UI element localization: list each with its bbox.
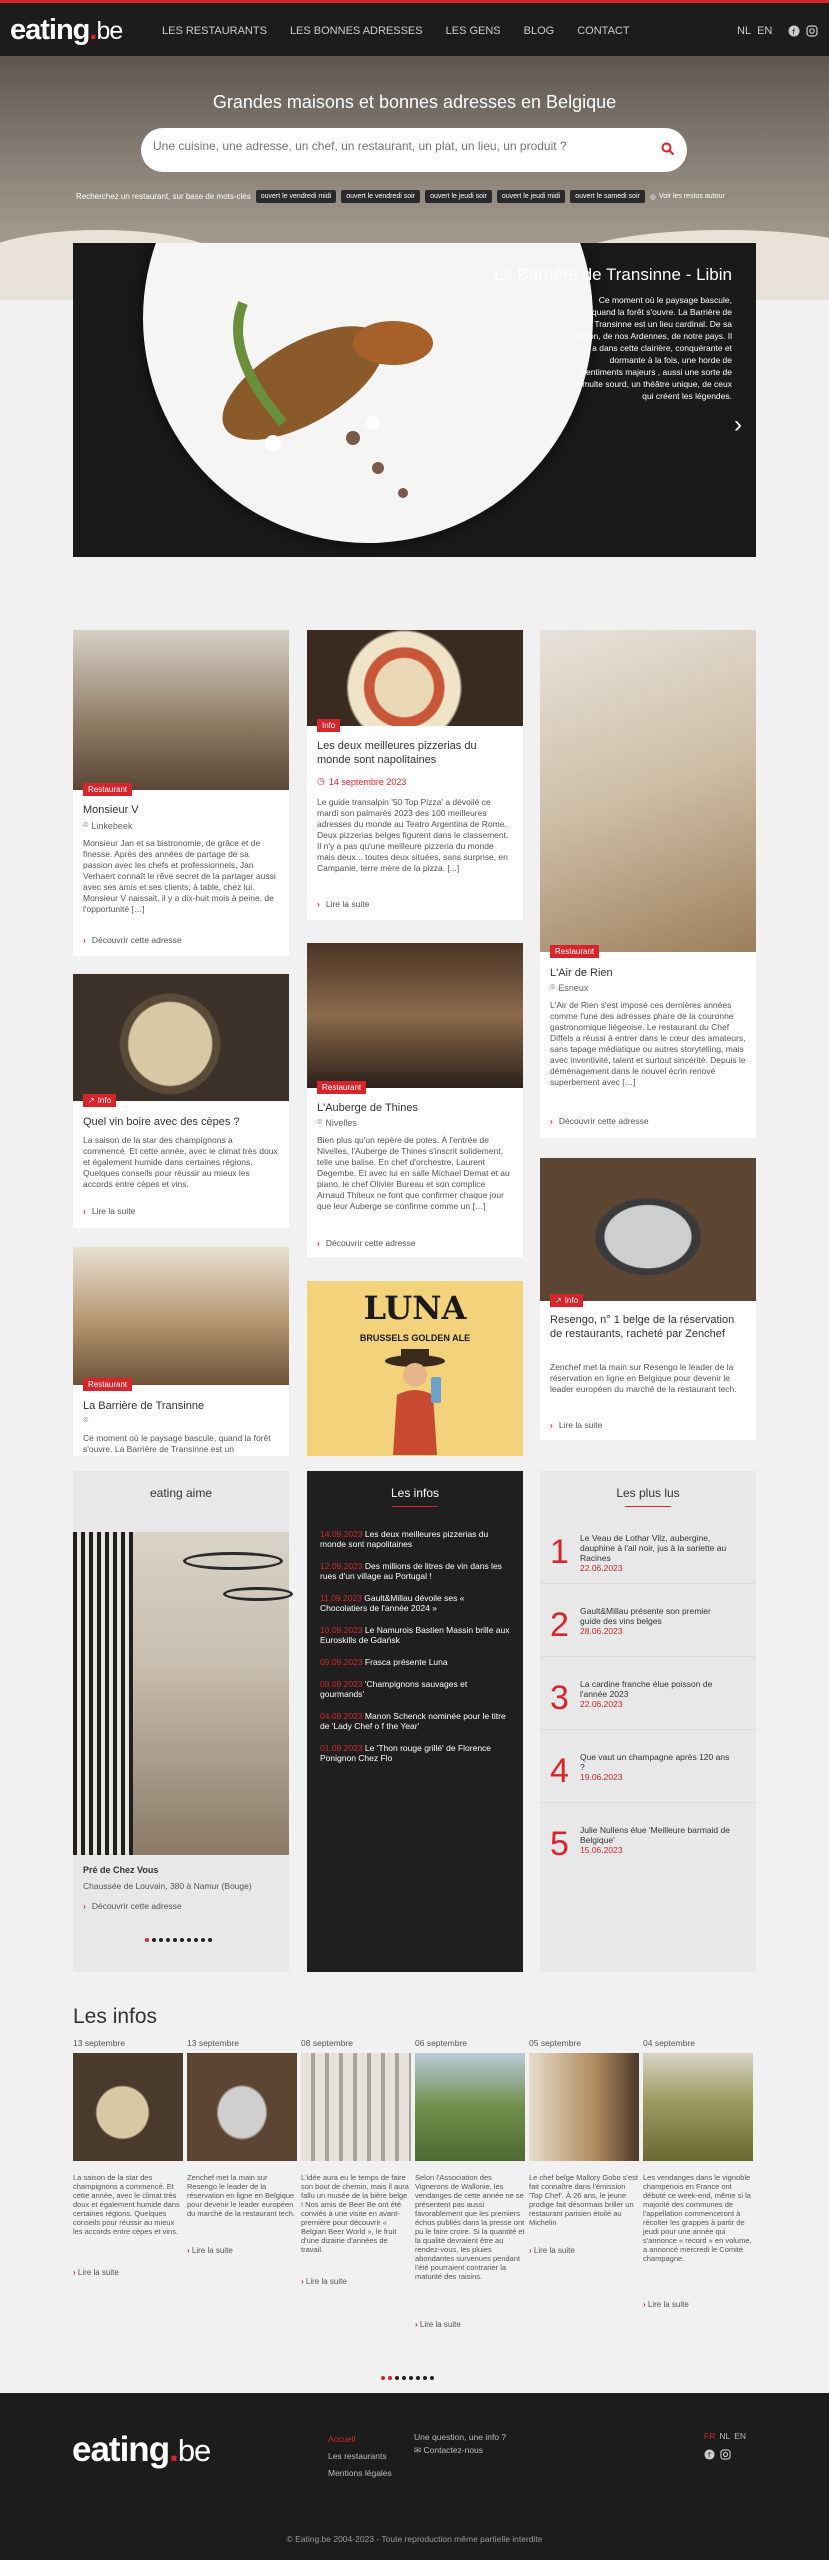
contact-link[interactable] (414, 2444, 506, 2457)
discover-link[interactable] (317, 1238, 416, 1248)
info-title: 'Champignons sauvages et gourmands' (320, 1679, 468, 1699)
footer-social (704, 2449, 731, 2460)
nav-bonnes-adresses[interactable]: LES BONNES ADRESSES (289, 25, 423, 37)
article-image (73, 974, 289, 1101)
hero-title: Grandes maisons et bonnes adresses en Belgique (212, 92, 617, 112)
carousel-dot[interactable] (416, 2376, 420, 2380)
read-more-link[interactable] (73, 2268, 119, 2277)
news-excerpt: Zenchef met la main sur Resengo le leader de la réservation en ligne en Belgique pour devenir le leader européen du marché de la restaurant tech. (187, 2173, 295, 2218)
nav-restaurants[interactable]: LES RESTAURANTS (162, 25, 267, 37)
social-links (788, 25, 818, 37)
most-read-item[interactable] (540, 1742, 756, 1803)
read-more-link[interactable] (301, 2277, 347, 2286)
carousel-dot[interactable] (166, 1938, 170, 1942)
filter-chip[interactable]: ouvert le jeudi midi (497, 190, 565, 203)
near-me-label: Voir les restos autour (658, 193, 725, 200)
carousel-dot[interactable] (395, 2376, 399, 2380)
article-image (540, 1158, 756, 1301)
info-item[interactable] (320, 1529, 510, 1549)
location-pin-icon: ⌾ (83, 820, 89, 830)
panel-title: eating aime (149, 1486, 213, 1500)
rank-title: Julie Nullens élue 'Meilleure barmaid de Belgique' (580, 1825, 730, 1845)
nav-blog[interactable]: BLOG (523, 25, 555, 37)
external-link-icon: ↗ (88, 1096, 95, 1105)
carousel-dot[interactable] (145, 1938, 149, 1942)
news-image (529, 2053, 639, 2161)
main-nav (162, 25, 630, 37)
rank-title: Que vaut un champagne après 120 ans ? (580, 1752, 730, 1772)
restaurant-image (73, 630, 289, 790)
read-more-label: Lire la suite (419, 2320, 461, 2329)
lang-fr[interactable]: FR (704, 2431, 716, 2441)
footer-logo[interactable]: eating.be (72, 2430, 211, 2469)
carousel-dot[interactable] (402, 2376, 406, 2380)
info-title: Les deux meilleures pizzerias du monde sont napolitaines (320, 1529, 489, 1549)
rank-title: Le Veau de Lothar Vilz, aubergine, dauphine à l'ail noir, jus à la sariette au Racines (580, 1533, 727, 1563)
news-date: 13 septembre (187, 2038, 239, 2048)
chevron-right-icon: › (550, 1420, 553, 1430)
location-icon: ◎ (649, 193, 656, 201)
carousel-dot[interactable] (201, 1938, 205, 1942)
luna-ad[interactable] (307, 1281, 523, 1456)
card-excerpt: Zenchef met la main sur Resengo le leader de la réservation en ligne en Belgique pour devenir le leader européen du marché de la restaurant tech. (550, 1362, 737, 1394)
card-title: L'Air de Rien (550, 967, 613, 979)
card-monsieur-v[interactable] (73, 630, 289, 956)
svg-text:f: f (792, 27, 796, 37)
title-underline (625, 1506, 671, 1507)
news-date: 04 septembre (643, 2038, 695, 2048)
info-title: Gault&Millau dévoile ses « Chocolatiers de l'année 2024 » (320, 1593, 465, 1613)
chevron-right-icon: › (187, 2246, 190, 2255)
tag-label: Info (97, 1096, 112, 1105)
news-excerpt: Les vendanges dans le vignoble champenois en France ont débuté ce week-end, même si la majorité des communes de l'appellation commenceront à récolter les grappes à partir de jeudi pour une année qui s'annonce « record » en volume, a annoncé mercredi le Comité champagne. (643, 2173, 752, 2263)
read-more-link[interactable] (550, 1420, 602, 1430)
featured-slide[interactable] (73, 243, 756, 557)
location-label: Linkebeek (91, 820, 133, 831)
news-image (187, 2053, 297, 2161)
nav-gens[interactable]: LES GENS (445, 25, 501, 37)
card-title: L'Auberge de Thines (317, 1102, 418, 1114)
most-read-item[interactable] (540, 1815, 756, 1876)
info-item[interactable] (320, 1561, 510, 1581)
rank-number: 1 (550, 1533, 569, 1571)
category-tag: Info (317, 719, 340, 732)
search-filters (76, 190, 725, 203)
discover-link[interactable] (550, 1116, 649, 1126)
info-title: Le Namurois Bastien Massin brille aux Euroskills de Gdańsk (320, 1625, 510, 1645)
news-date: 13 septembre (73, 2038, 125, 2048)
read-more-link[interactable] (415, 2320, 461, 2329)
carousel-dots (145, 1938, 212, 1942)
card-title: Les deux meilleures pizzerias du monde sont napolitaines (317, 740, 477, 766)
language-switcher (737, 25, 772, 37)
card-excerpt: Bien plus qu'un repère de potes. À l'entrée de Nivelles, l'Auberge de Thines s'inscrit solidement, telle une balise. En chef d'orchestre, Laurent Degembe. Et avec lui en salle Michael Demat et au piano, le chef Olivier Bureau et son complice Arnaud Thiteux ne font que confirmer chaque jour que leur Auberge se confirme comme un […] (317, 1135, 510, 1211)
filter-chip[interactable]: ouvert le jeudi soir (425, 190, 492, 203)
carousel-dot[interactable] (173, 1938, 177, 1942)
rank-number: 5 (550, 1825, 569, 1863)
news-image (643, 2053, 753, 2161)
info-date: 12.09.2023 (320, 1561, 363, 1571)
card-vin-cepes[interactable] (73, 974, 289, 1228)
card-title: Resengo, n° 1 belge de la réservation de restaurants, racheté par Zenchef (550, 1314, 735, 1340)
infos-list (320, 1529, 510, 1775)
news-section-title: Les infos (73, 2005, 158, 2028)
location-label: Esneux (558, 982, 589, 993)
news-excerpt: L'idée aura eu le temps de faire son bout de chemin, mais il aura fallu un musée de la bière belge ! Nos amis de Beer Be ont été conviés à une visite en avant-première pour découvrir « Belgian Beer World », le fruit d'une dizaine d'années de travail. (301, 2173, 409, 2254)
info-title: Frasca présente Luna (364, 1657, 448, 1667)
info-title: Le 'Thon rouge grillé' de Florence Ponignon Chez Flo (320, 1743, 492, 1763)
luna-subtitle: BRUSSELS GOLDEN ALE (359, 1333, 471, 1343)
info-date: 14.09.2023 (320, 1529, 363, 1539)
filter-label: Recherchez un restaurant, sur base de mots-clés (76, 192, 251, 201)
carousel-dot[interactable] (194, 1938, 198, 1942)
read-more-label: Lire la suite (191, 2246, 233, 2255)
filter-chip[interactable]: ouvert le samedi soir (570, 190, 645, 203)
category-tag (83, 1094, 116, 1107)
read-more-link[interactable] (643, 2300, 689, 2309)
title-underline (392, 1506, 438, 1507)
restaurant-image (73, 1247, 289, 1385)
read-more-label: Lire la suite (91, 1206, 136, 1216)
chevron-right-icon: › (83, 1206, 86, 1216)
restaurant-image (307, 943, 523, 1088)
carousel-dot[interactable] (388, 2376, 392, 2380)
facebook-icon[interactable] (704, 2449, 715, 2460)
info-date: 10.09.2023 (320, 1625, 363, 1635)
aime-address: Chaussée de Louvain, 380 à Namur (Bouge) (83, 1881, 252, 1891)
luna-title: LUNA (363, 1289, 467, 1327)
card-location (317, 1117, 357, 1128)
category-tag: Restaurant (83, 1378, 132, 1391)
near-me-link[interactable] (650, 193, 725, 201)
news-carousel-dots (381, 2376, 434, 2380)
rank-date: 15.06.2023 (580, 1845, 623, 1855)
panel-title: Les plus lus (616, 1486, 680, 1500)
news-date: 06 septembre (415, 2038, 467, 2048)
restaurant-image (540, 630, 756, 952)
read-more-link[interactable] (317, 899, 369, 909)
top-navbar (0, 0, 829, 56)
discover-label: Découvrir cette adresse (91, 935, 182, 945)
read-more-label: Lire la suite (647, 2300, 689, 2309)
chevron-right-icon: › (550, 1116, 553, 1126)
news-item[interactable] (301, 2038, 411, 2286)
news-image (73, 2053, 183, 2161)
card-excerpt: L'Air de Rien s'est imposé ces dernières années comme l'une des adresses phare de la couronne gastronomique liégeoise. Le restaurant du Chef Diffels a réussi à entrer dans le cœur des amateurs, sans tapage médiatique ou autres storytelling, mais avec inventivité, talent et surtout sincérité. Depuis le déménagement dans le nouvel écrin renové superbement avec […] (550, 1000, 746, 1087)
most-read-panel (540, 1471, 756, 1972)
search-icon[interactable] (661, 142, 675, 156)
footer-link-home[interactable]: Accueil (328, 2434, 356, 2444)
facebook-icon[interactable] (788, 25, 800, 37)
card-title: Monsieur V (83, 804, 139, 816)
chevron-right-icon: › (415, 2320, 418, 2329)
chevron-right-icon[interactable]: › (734, 411, 742, 438)
most-read-item[interactable] (540, 1523, 756, 1584)
card-date (317, 776, 406, 787)
footer-link-restaurants[interactable]: Les restaurants (328, 2451, 387, 2461)
news-excerpt: Selon l'Association des Vignerons de Wallonie, les vendanges de cette année ne se présentent pas aussi favorablement que les premiers échos publiés dans la presse ont pu le faire croire. Si la quantité et la qualité devraient être au rendez-vous, les pluies abondantes survenues pendant l'été pourraient contrarier la maturité des raisins. (415, 2173, 525, 2281)
aime-image (73, 1532, 289, 1855)
featured-plate-image (143, 243, 593, 543)
card-excerpt: La saison de la star des champignons a commencé. Et cette année, avec le climat très doux et également humide dans certaines régions. Quelques conseils pour réussir au mieux les accords entre cèpes et vins. (83, 1135, 278, 1189)
carousel-dot[interactable] (187, 1938, 191, 1942)
copyright: © Eating.be 2004-2023 - Toute reproduction même partielle interdite (286, 2534, 543, 2544)
rank-number: 2 (550, 1606, 569, 1644)
mascot-illustration (377, 1347, 453, 1455)
news-excerpt: Le chef belge Mallory Gobo s'est fait connaître dans l'émission 'Top Chef'. À 26 ans, le jeune prodige fait désormais briller un restaurant parisien étoilé au Michelin (529, 2173, 638, 2227)
card-excerpt: Monsieur Jan et sa bistronomie, de grâce et de finesse. Après des années de partage de sa passion avec les chefs et professionnels, Jan Verhaert connaît le rêve secret de la partager aussi avec ses amis et ses clients, à table, chez lui. Monsieur V naissait, il y a dix-huit mois à peine, de l'opportunité […] (83, 838, 276, 914)
clock-icon: ◷ (317, 776, 325, 786)
read-more-link[interactable] (529, 2246, 575, 2255)
lang-nl[interactable]: NL (737, 25, 752, 37)
news-image (301, 2053, 411, 2161)
chevron-right-icon: › (529, 2246, 532, 2255)
article-image (307, 630, 523, 726)
footer-link-legal[interactable]: Mentions légales (328, 2468, 392, 2478)
chevron-right-icon: › (643, 2300, 646, 2309)
aime-name: Pré de Chez Vous (83, 1865, 159, 1875)
rank-date: 28.06.2023 (580, 1626, 623, 1636)
card-auberge-thines[interactable] (307, 943, 523, 1257)
info-item[interactable] (320, 1743, 510, 1763)
rank-date: 19.06.2023 (580, 1772, 623, 1782)
filter-chip[interactable]: ouvert le vendredi soir (341, 190, 420, 203)
card-location (550, 982, 588, 993)
chevron-right-icon: › (83, 935, 86, 945)
panel-title: Les infos (390, 1486, 440, 1500)
news-excerpt: La saison de la star des champignons a commencé. Et cette année, avec le climat très doux et également humide dans certaines régions. Quelques conseils pour réussir au mieux les accords entre cèpes et vins. (73, 2173, 180, 2236)
chevron-right-icon: › (317, 1238, 320, 1248)
card-title: Quel vin boire avec des cèpes ? (83, 1116, 240, 1128)
news-image (415, 2053, 525, 2161)
card-resengo[interactable] (540, 1158, 756, 1440)
carousel-dot[interactable] (381, 2376, 385, 2380)
read-more-label: Lire la suite (77, 2268, 119, 2277)
news-date: 08 septembre (301, 2038, 353, 2048)
read-more-label: Lire la suite (325, 899, 370, 909)
news-item[interactable] (415, 2038, 525, 2329)
info-date: 08.09.2023 (320, 1679, 363, 1689)
news-item[interactable] (529, 2038, 639, 2255)
read-more-link[interactable] (83, 1206, 135, 1216)
chevron-right-icon: › (73, 2268, 76, 2277)
footer-question: Une question, une info ? (414, 2432, 507, 2442)
card-excerpt: Ce moment où le paysage bascule, quand la forêt s'ouvre. La Barrière de Transinne est un (83, 1433, 271, 1454)
carousel-dot[interactable] (430, 2376, 434, 2380)
info-item[interactable] (320, 1657, 510, 1667)
discover-link[interactable] (83, 935, 182, 945)
location-pin-icon: ⌾ (83, 1415, 89, 1425)
news-item[interactable] (187, 2038, 297, 2255)
rank-title: Gault&Millau présente son premier guide des vins belges (580, 1606, 711, 1626)
carousel-dot[interactable] (180, 1938, 184, 1942)
rank-number: 4 (550, 1752, 569, 1790)
rank-number: 3 (550, 1679, 569, 1717)
contact-label: Contactez-nous (423, 2445, 484, 2455)
category-tag (550, 1294, 583, 1307)
carousel-dot[interactable] (152, 1938, 156, 1942)
card-barriere-transinne[interactable] (73, 1247, 289, 1456)
lang-nl[interactable]: NL (719, 2431, 731, 2441)
tag-label: Info (564, 1296, 579, 1305)
mail-icon: ✉ (414, 2445, 422, 2455)
location-label: Nivelles (325, 1117, 357, 1128)
most-read-item[interactable] (540, 1669, 756, 1730)
info-title: Des millions de litres de vin dans les rues d'un village au Portugal ! (320, 1561, 502, 1581)
read-more-label: Lire la suite (533, 2246, 575, 2255)
info-date: 04.09.2023 (320, 1711, 363, 1721)
info-item[interactable] (320, 1679, 510, 1699)
search-input[interactable] (153, 139, 633, 153)
most-read-item[interactable] (540, 1596, 756, 1657)
category-tag: Restaurant (550, 945, 599, 958)
discover-link[interactable] (83, 1901, 182, 1911)
card-air-de-rien[interactable] (540, 630, 756, 1138)
discover-label: Découvrir cette adresse (325, 1238, 416, 1248)
chevron-right-icon: › (317, 899, 320, 909)
info-item[interactable] (320, 1593, 510, 1613)
featured-title: La Barrière de Transinne - Libin (493, 265, 732, 284)
featured-text: Ce moment où le paysage bascule, quand la forêt s'ouvre. La Barrière de Transinne est un lieu cardinal. De sa région, de nos Ardennes, de notre pays. Il y a dans cette clairière, conquérante et dormante à la fois, une horde de sentiments majeurs , aussi une sorte de tumulte sourd, un théâtre unique, de ceux qui créent les légendes. (574, 295, 732, 401)
info-date: 11.09.2023 (320, 1593, 362, 1603)
read-more-link[interactable] (187, 2246, 233, 2255)
news-item[interactable] (643, 2038, 753, 2309)
location-pin-icon: ⌾ (317, 1117, 323, 1127)
carousel-dot[interactable] (409, 2376, 413, 2380)
instagram-icon[interactable] (806, 25, 818, 37)
date-label: 14 septembre 2023 (328, 776, 407, 787)
instagram-icon[interactable] (720, 2449, 731, 2460)
rank-date: 22.06.2023 (580, 1699, 623, 1709)
eating-aime-panel (73, 1471, 289, 1972)
filter-chip[interactable]: ouvert le vendredi midi (256, 190, 336, 203)
location-pin-icon: ⌾ (550, 982, 556, 992)
site-logo[interactable]: eating.be (10, 14, 123, 46)
info-item[interactable] (320, 1711, 510, 1731)
category-tag: Restaurant (317, 1081, 366, 1094)
news-date: 05 septembre (529, 2038, 581, 2048)
card-location (83, 820, 132, 831)
category-tag: Restaurant (83, 783, 132, 796)
rank-date: 22.06.2023 (580, 1563, 623, 1573)
card-excerpt: Le guide transalpin '50 Top Pizza' a dévoilé ce mardi son palmarès 2023 des 100 meilleures adresses du monde au Teatro Argentina de Rome. Deux pizzerias belges figurent dans le classement. Il n'y a pas qu'une meilleure pizzeria du monde mais deux... toutes deux situées, sans surprise, en Campanie, terre mère de la pizza. [...] (317, 797, 509, 873)
chevron-right-icon: › (301, 2277, 304, 2286)
footer-links (328, 2431, 392, 2482)
info-item[interactable] (320, 1625, 510, 1645)
lang-en[interactable]: EN (757, 25, 773, 37)
carousel-dot[interactable] (159, 1938, 163, 1942)
external-link-icon: ↗ (555, 1296, 562, 1305)
read-more-label: Lire la suite (305, 2277, 347, 2286)
news-item[interactable] (73, 2038, 183, 2277)
carousel-dot[interactable] (208, 1938, 212, 1942)
infos-panel (307, 1471, 523, 1972)
info-title: Manon Schenck nominée pour le titre de 'Lady Chef o f the Year' (320, 1711, 506, 1731)
card-title: La Barrière de Transinne (83, 1400, 205, 1412)
discover-label: Découvrir cette adresse (558, 1116, 649, 1126)
card-pizzerias[interactable] (307, 630, 523, 920)
rank-title: La cardine franche élue poisson de l'année 2023 (580, 1679, 713, 1699)
carousel-dot[interactable] (423, 2376, 427, 2380)
chevron-right-icon: › (83, 1901, 86, 1911)
info-date: 09.09.2023 (320, 1657, 363, 1667)
nav-contact[interactable]: CONTACT (577, 25, 630, 37)
info-date: 01.09.2023 (320, 1743, 363, 1753)
footer-contact (414, 2431, 506, 2457)
lang-en[interactable]: EN (734, 2431, 747, 2441)
read-more-label: Lire la suite (558, 1420, 603, 1430)
footer (0, 2393, 829, 2560)
discover-label: Découvrir cette adresse (91, 1901, 182, 1911)
footer-language-switcher (704, 2431, 746, 2441)
search-bar (141, 128, 687, 172)
svg-text:f: f (707, 2450, 711, 2460)
